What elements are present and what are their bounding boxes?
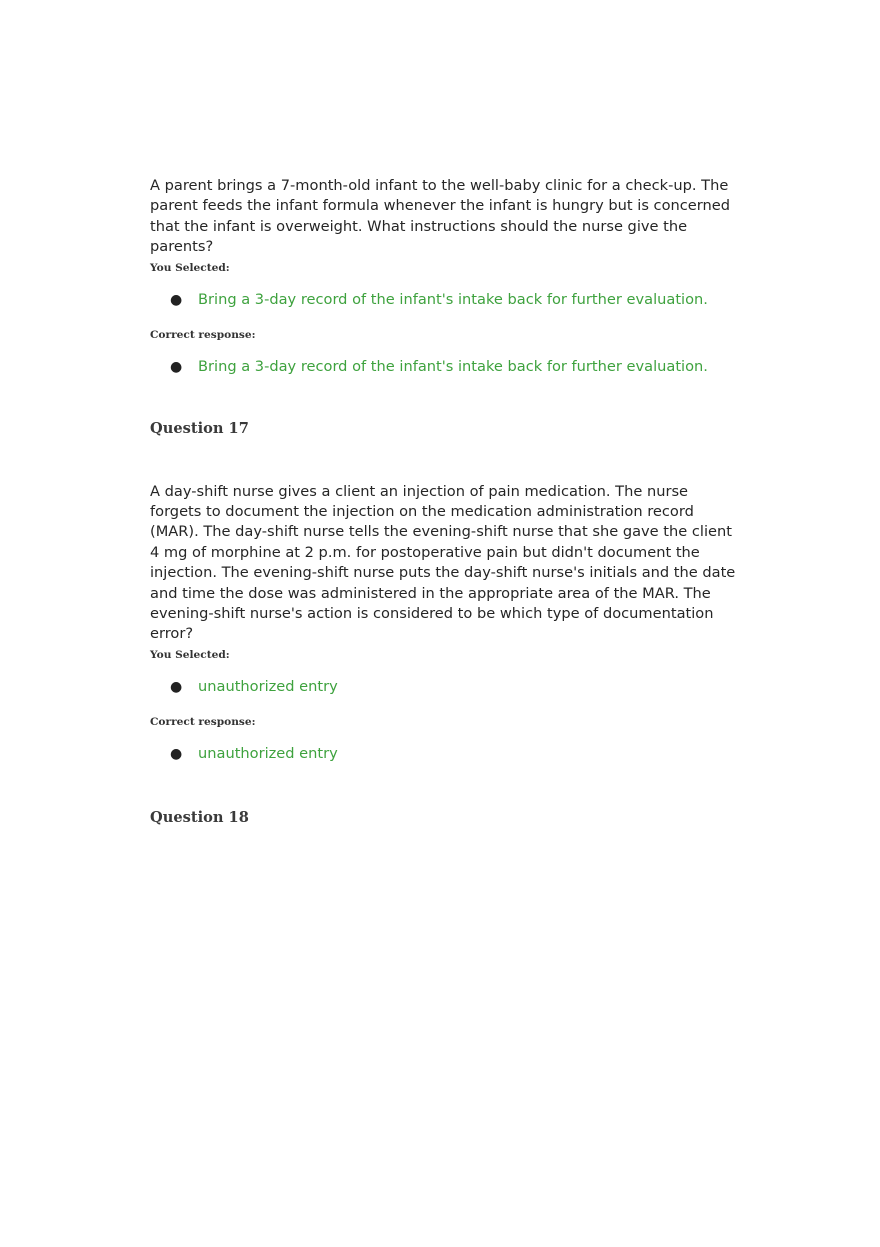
selected-answer-text: Bring a 3-day record of the infant's intake back for further evaluation. [198, 290, 708, 308]
selected-answer-list [150, 290, 740, 310]
selected-answer-text: unauthorized entry [198, 677, 338, 695]
correct-answer-text: Bring a 3-day record of the infant's intake back for further evaluation. [198, 357, 708, 375]
selected-answer [150, 677, 740, 697]
correct-answer-list [150, 357, 740, 377]
question-17-heading: Question 17 [150, 419, 249, 437]
selected-answer-list [150, 677, 740, 697]
document-page [150, 176, 740, 826]
bullet-icon: ● [170, 678, 183, 695]
question-16-text: A parent brings a 7-month-old infant to the well-baby clinic for a check-up. The parent feeds the infant formula whenever the infant is hungry but is concerned that the infant is overweight. What instructions should the nurse give the parents? [150, 177, 730, 256]
bullet-icon: ● [170, 291, 183, 308]
correct-answer [150, 744, 740, 764]
correct-answer-list [150, 744, 740, 764]
you-selected-label: You Selected: [150, 261, 230, 274]
correct-response-label: Correct response: [150, 715, 256, 728]
bullet-icon: ● [170, 745, 183, 762]
correct-response-label: Correct response: [150, 328, 256, 341]
question-17-text: A day-shift nurse gives a client an injection of pain medication. The nurse forgets to document the injection on the medication administration record (MAR). The day-shift nurse tells the evening-shift nurse that she gave the client 4 mg of morphine at 2 p.m. for postoperative pain but didn't document the injection. The evening-shift nurse puts the day-shift nurse's initials and the date and time the dose was administered in the appropriate area of the MAR. The evening-shift nurse's action is considered to be which type of documentation error? [150, 482, 736, 643]
you-selected-label: You Selected: [150, 648, 230, 661]
question-18-heading: Question 18 [150, 808, 249, 826]
selected-answer [150, 290, 740, 310]
correct-answer-text: unauthorized entry [198, 744, 338, 762]
bullet-icon: ● [170, 358, 183, 375]
correct-answer [150, 357, 740, 377]
